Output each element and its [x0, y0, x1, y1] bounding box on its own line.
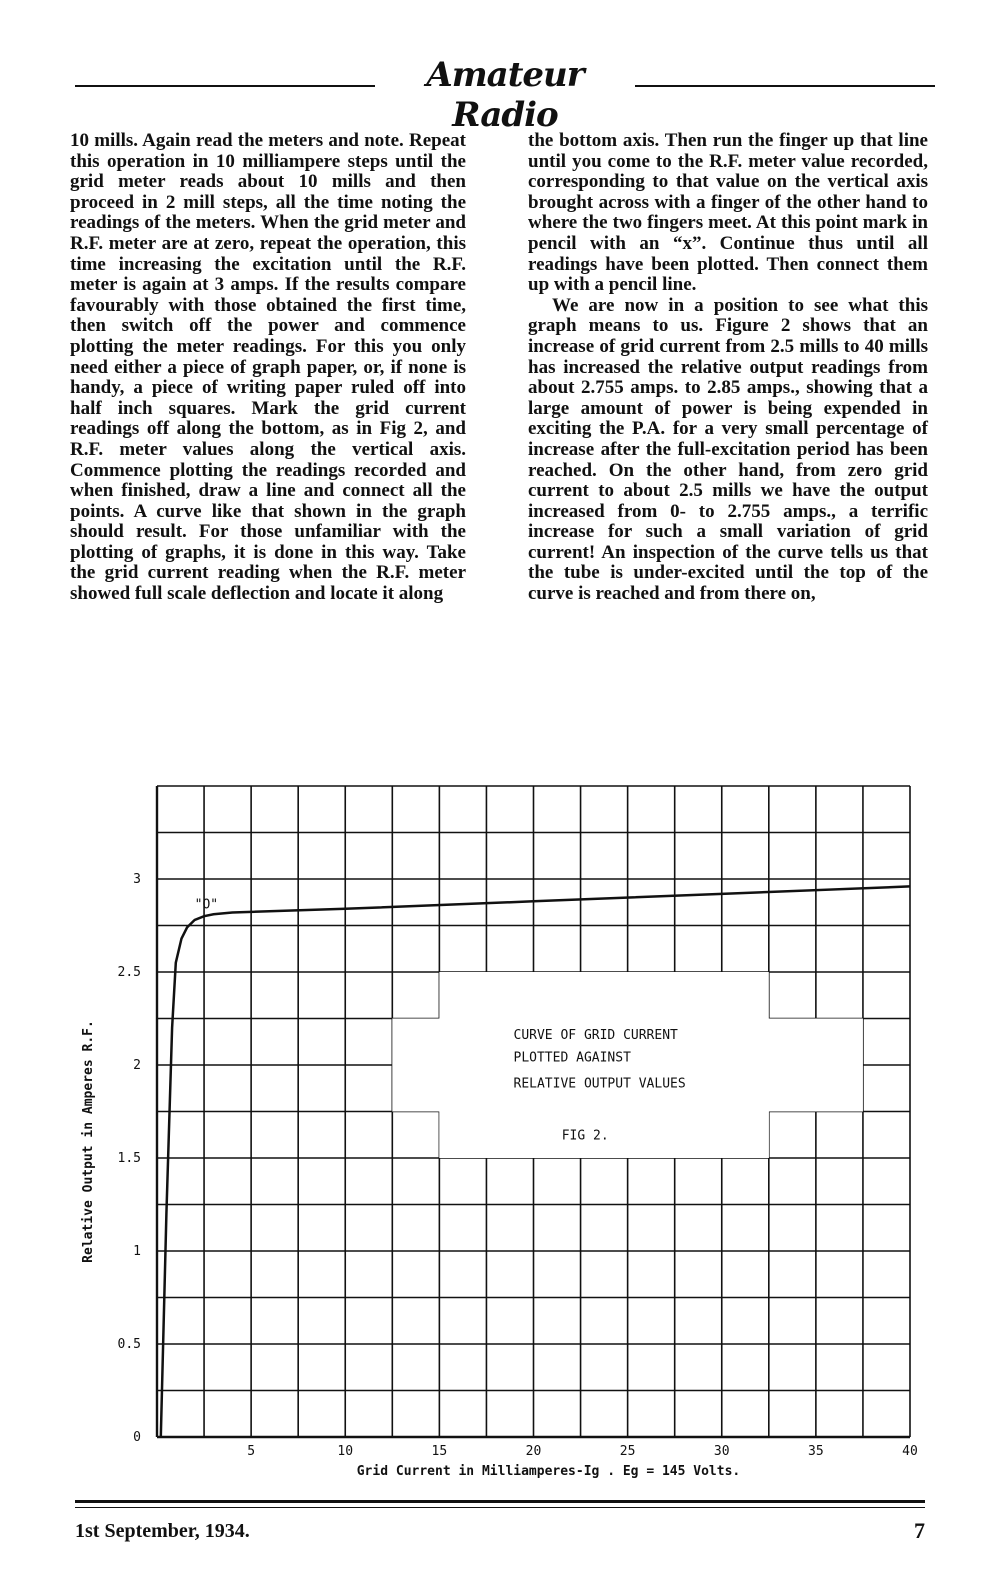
y-tick-label: 1.5: [117, 1151, 141, 1166]
x-tick-label: 20: [525, 1444, 542, 1459]
footer-rule-thick: [75, 1500, 925, 1503]
x-tick-label: 35: [808, 1444, 824, 1459]
right-column-paragraph-1: the bottom axis. Then run the finger up that line until you come to the R.F. meter value recorded, corresponding to that value on the vertical axis brought across with a finger of the other hand to where the two fingers meet. At this point mark in pencil with an “x”. Continue thus until all readings have been plotted. Then connect them up with a pencil line.: [528, 130, 928, 296]
left-column-paragraph: 10 mills. Again read the meters and note. Repeat this operation in 10 milliampere steps until the grid meter reads about 10 mills and then proceed in 2 mill steps, all the time noting the readings of the meters. When the grid meter and R.F. meter are at zero, repeat the operation, this time increasing the excitation until the R.F. meter is again at 3 amps. If the results compare favourably with those obtained the first time, then switch off the power and commence plotting the meter readings. For this you only need either a piece of graph paper, or, if none is handy, a piece of writing paper ruled off into half inch squares. Mark the grid current readings off along the bottom, as in Fig 2, and R.F. meter values along the vertical axis. Commence plotting the readings recorded and when finished, draw a line and connect all the points. A curve like that shown in the graph should result. For those unfamiliar with the plotting of graphs, it is done in this way. Take the grid current reading when the R.F. meter showed full scale deflection and locate it along: [70, 130, 466, 605]
x-tick-label: 10: [337, 1444, 354, 1459]
masthead: [75, 55, 935, 135]
y-axis-label: Relative Output in Amperes R.F.: [81, 1020, 96, 1263]
caption-line-2: PLOTTED AGAINST: [513, 1050, 631, 1066]
x-tick-label: 5: [247, 1444, 256, 1459]
y-tick-label: 2.5: [117, 965, 141, 980]
x-axis-label: Grid Current in Milliamperes-Ig . Eg = 145 Volts.: [356, 1464, 741, 1479]
y-tick-label: 0.5: [117, 1337, 141, 1352]
masthead-title: Amateur Radio: [426, 55, 584, 135]
caption-line-3: RELATIVE OUTPUT VALUES: [513, 1076, 686, 1092]
caption-line-1: CURVE OF GRID CURRENT: [513, 1027, 678, 1043]
y-tick-label: 0: [133, 1430, 141, 1445]
footer-rule-thin: [75, 1507, 925, 1508]
y-tick-label: 3: [133, 872, 141, 887]
page-number: 7: [914, 1518, 925, 1543]
article-left-column: [70, 131, 466, 605]
x-tick-label: 30: [713, 1444, 730, 1459]
curve-marker-label: "O": [194, 897, 219, 913]
figure-2: [60, 770, 940, 1490]
x-tick-label: 15: [431, 1444, 448, 1459]
right-column-paragraph-2: We are now in a position to see what this graph means to us. Figure 2 shows that an increase of grid current from 2.5 mills to 40 mills has increased the relative output readings from about 2.755 amps. to 2.85 amps., showing that a large amount of power is being expended in exciting the P.A. for a very small percentage of increase after the full-excitation period has been reached. On the other hand, from zero grid current to about 2.5 mills we have the output increased from 0- to 2.755 amps., a terrific increase for such a small variation of grid current! An inspection of the curve tells us that the tube is under-excited until the top of the curve is reached and from there on,: [528, 294, 928, 605]
figure-label: FIG 2.: [561, 1128, 609, 1144]
masthead-rule-right: [635, 85, 935, 87]
article-right-column: [528, 131, 928, 605]
y-tick-label: 2: [133, 1058, 141, 1073]
x-tick-label: 25: [619, 1444, 636, 1459]
grid-current-chart: [60, 770, 940, 1490]
footer-date: 1st September, 1934.: [75, 1520, 250, 1542]
x-tick-label: 40: [902, 1444, 918, 1459]
masthead-rule-left: [75, 85, 375, 87]
y-tick-label: 1: [133, 1244, 141, 1259]
output-curve: [161, 886, 910, 1437]
